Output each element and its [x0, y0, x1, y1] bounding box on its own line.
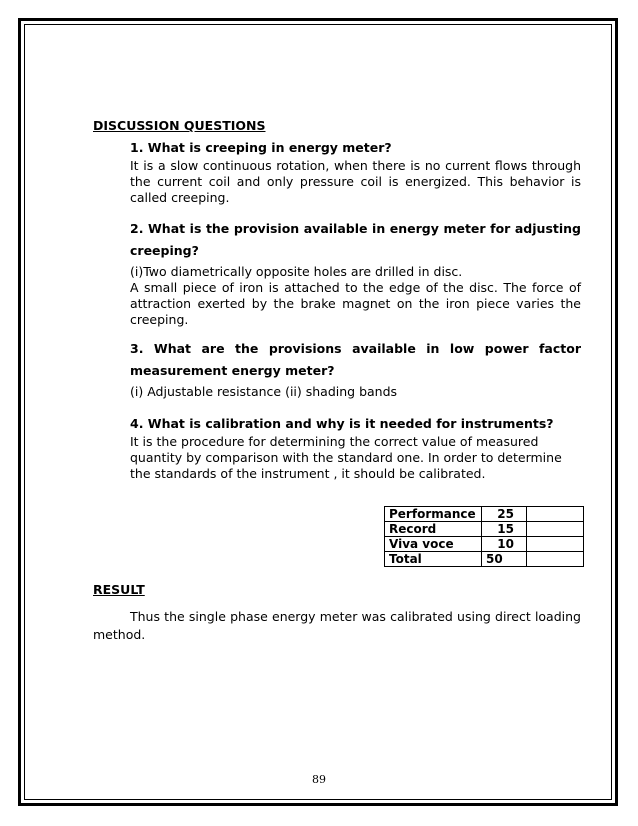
marks-value: 10 [482, 537, 527, 552]
answer-3: (i) Adjustable resistance (ii) shading bands [130, 384, 398, 399]
marks-label: Total [385, 552, 482, 567]
question-block-1 [93, 138, 581, 206]
question-1: 1. What is creeping in energy meter? [130, 140, 392, 155]
question-3: 3. What are the provisions available in low power factor measurement energy meter? [130, 341, 581, 378]
marks-obtained-cell [527, 537, 584, 552]
marks-obtained-cell [527, 552, 584, 567]
question-4: 4. What is calibration and why is it needed for instruments? [130, 416, 554, 431]
marks-value: 50 [482, 552, 527, 567]
answer-2-line-2: A small piece of iron is attached to the edge of the disc. The force of attraction exerted by the brake magnet on the iron piece varies the creeping. [130, 280, 581, 327]
result-text: Thus the single phase energy meter was calibrated using direct loading method. [93, 609, 581, 642]
marks-row [385, 507, 584, 522]
marks-value: 25 [482, 507, 527, 522]
answer-4: It is the procedure for determining the correct value of measured quantity by comparison with the standard one. In order to determine the standards of the instrument , it should be calibrated. [130, 434, 562, 481]
page-number: 89 [312, 773, 326, 786]
marks-label: Record [385, 522, 482, 537]
marks-obtained-cell [527, 522, 584, 537]
marks-row [385, 537, 584, 552]
discussion-heading: DISCUSSION QUESTIONS [93, 118, 266, 133]
question-block-4 [93, 414, 581, 482]
marks-value: 15 [482, 522, 527, 537]
marks-obtained-cell [527, 507, 584, 522]
marks-table-container [384, 506, 584, 567]
question-block-2 [93, 218, 581, 328]
marks-table [384, 506, 584, 567]
answer-1: It is a slow continuous rotation, when there is no current flows through the current coil and only pressure coil is energized. This behavior is called creeping. [130, 158, 581, 205]
question-2: 2. What is the provision available in energy meter for adjusting creeping? [130, 221, 581, 258]
marks-row [385, 552, 584, 567]
question-block-3 [93, 338, 581, 400]
marks-label: Performance [385, 507, 482, 522]
result-heading: RESULT [93, 582, 145, 597]
discussion-section [93, 118, 581, 482]
marks-label: Viva voce [385, 537, 482, 552]
answer-2-line-1: (i)Two diametrically opposite holes are drilled in disc. [130, 264, 463, 279]
marks-row [385, 522, 584, 537]
